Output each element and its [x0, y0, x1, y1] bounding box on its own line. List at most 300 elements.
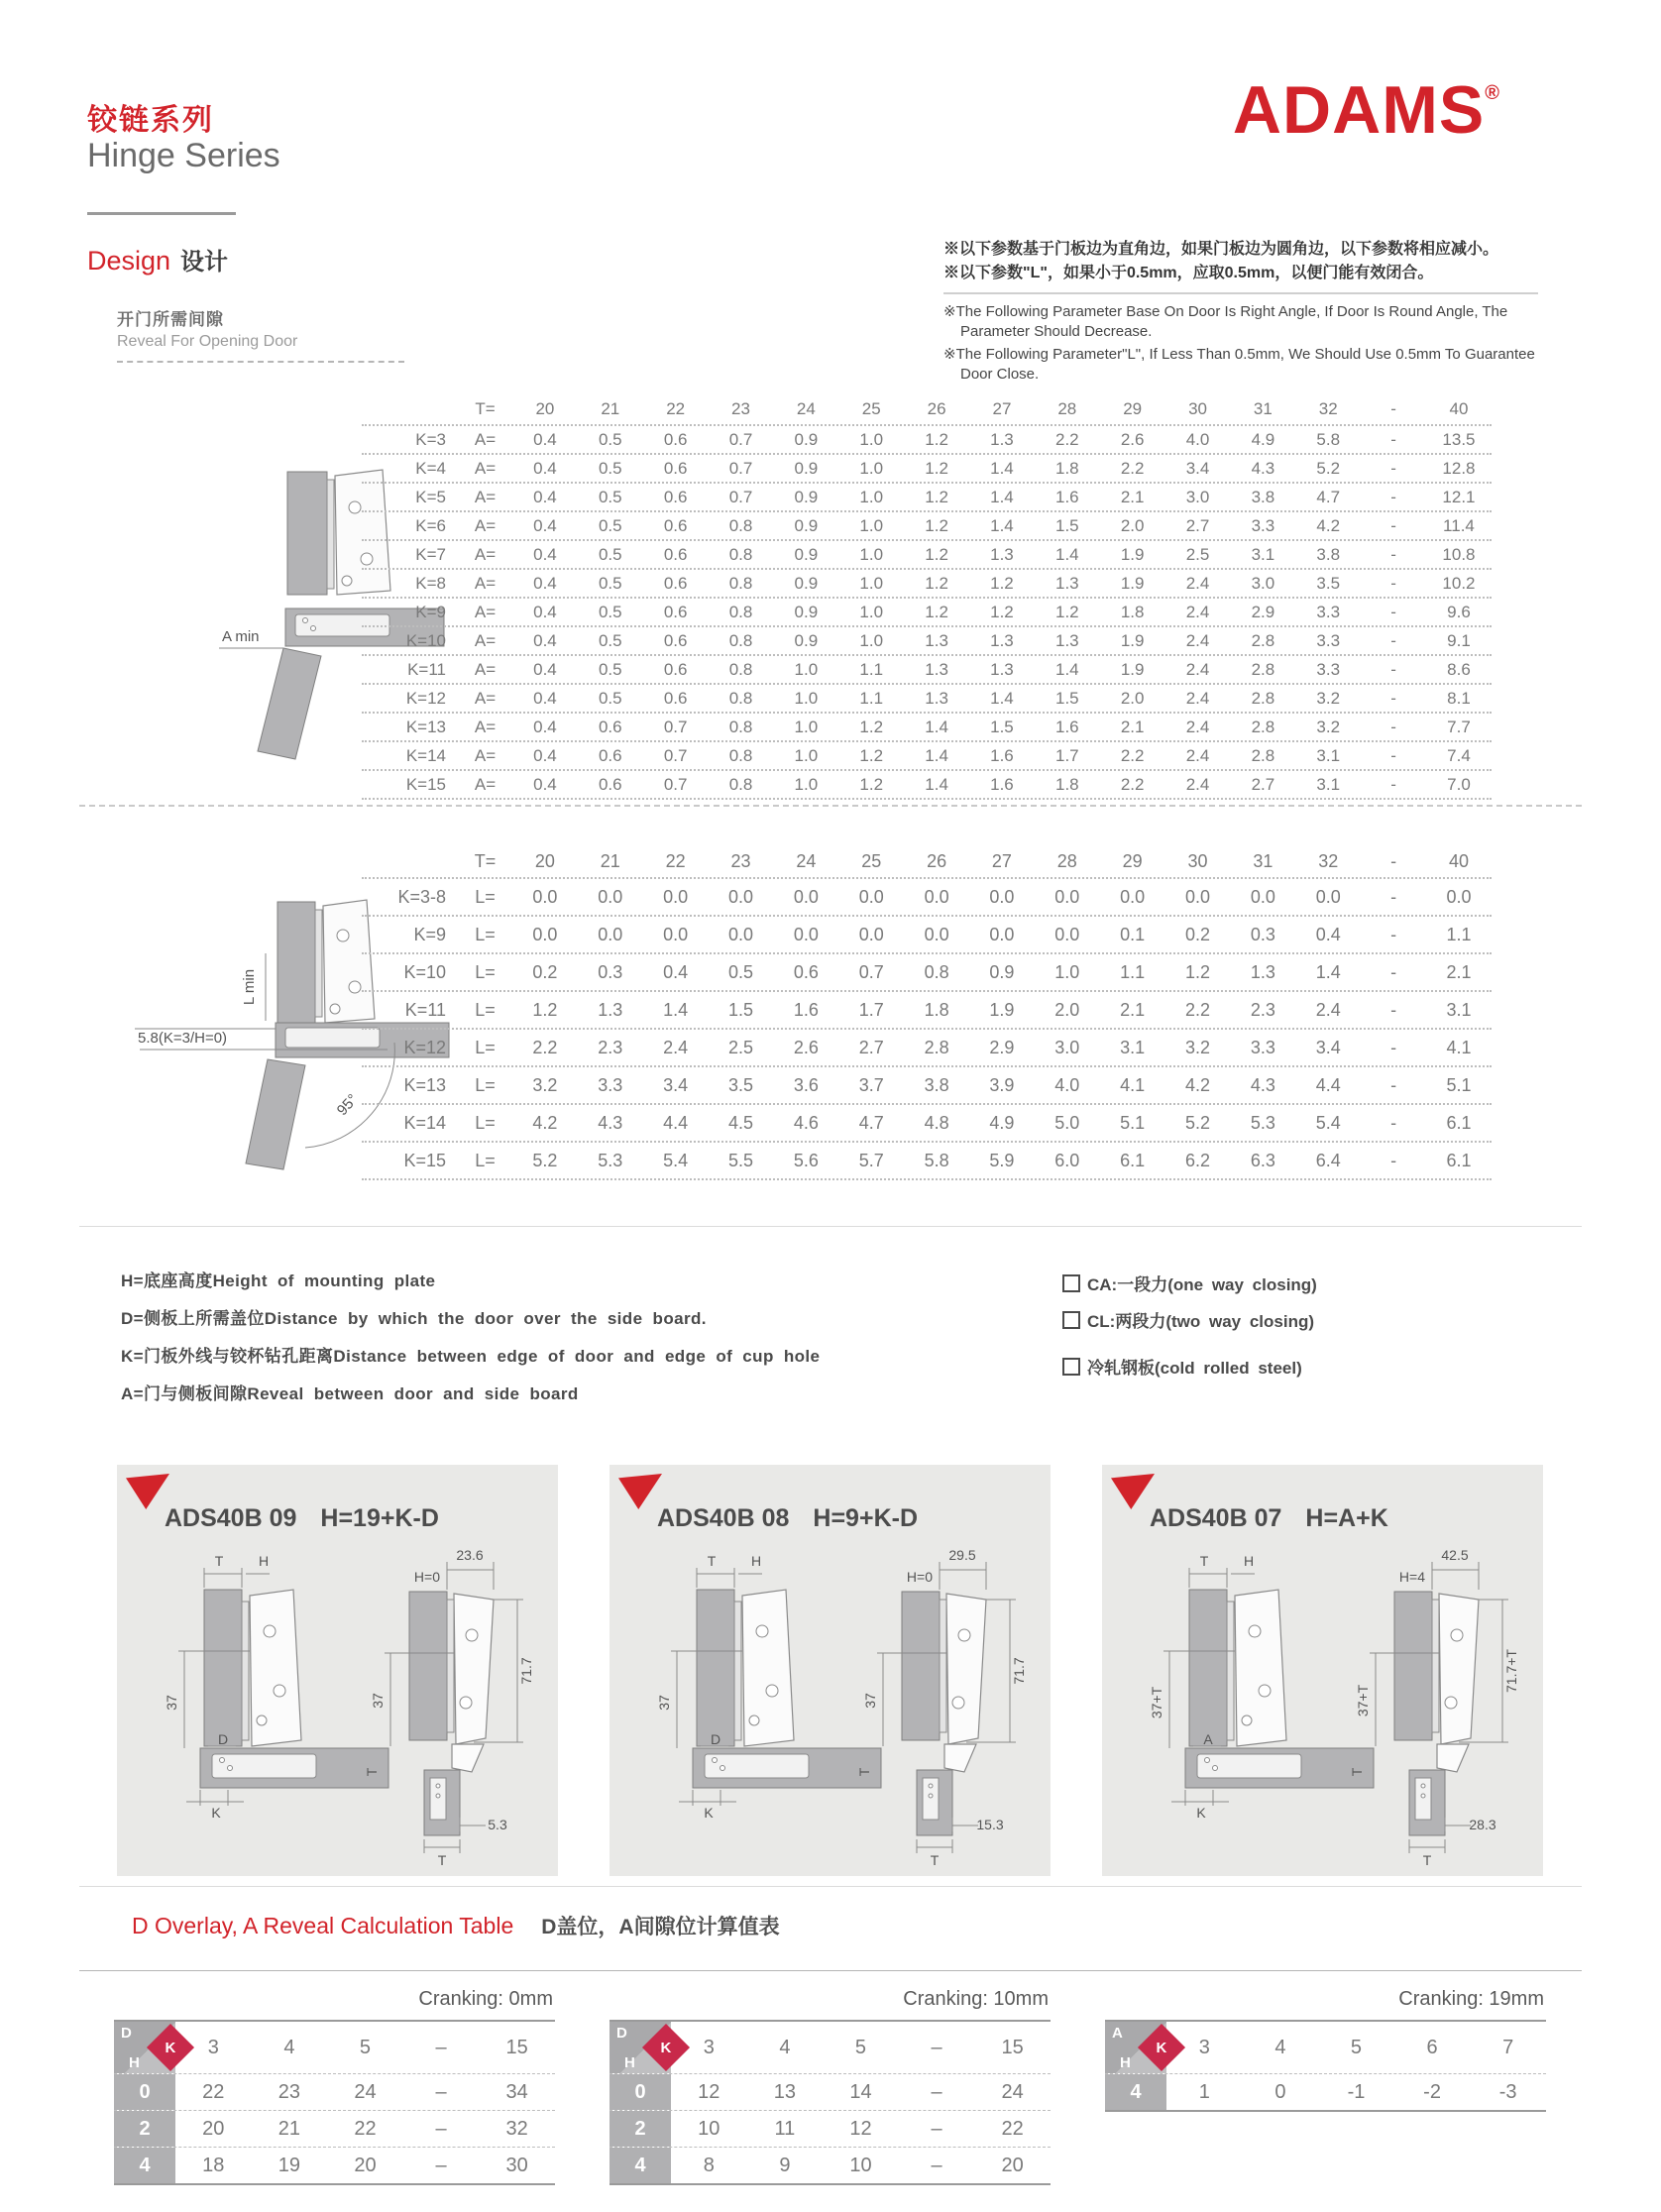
reveal-value: 0.7: [728, 458, 753, 478]
reveal-value: 1.9: [989, 999, 1015, 1020]
reveal-value: 1.2: [990, 573, 1014, 593]
reveal-value: 2.4: [1185, 602, 1210, 621]
thickness-column-header: 27: [991, 850, 1012, 871]
reveal-value: 4.8: [924, 1112, 949, 1133]
thickness-column-header: 26: [927, 850, 947, 871]
table-a-row: [362, 424, 1492, 453]
calc-section-title: [132, 1911, 780, 1940]
calc-value: 19: [277, 2154, 301, 2176]
calc-value: 22: [1001, 2117, 1024, 2140]
corner-cell: [1105, 2022, 1166, 2073]
dim-t: T: [707, 1553, 717, 1569]
reveal-value: 0.6: [598, 745, 622, 765]
reveal-value: 3.4: [1185, 458, 1210, 478]
reveal-value: 2.4: [1185, 745, 1210, 765]
param-label: A=: [474, 688, 497, 708]
param-label: A=: [474, 487, 497, 506]
param-label: A=: [474, 774, 497, 794]
reveal-value: -: [1390, 717, 1396, 736]
reveal-value: 0.4: [533, 487, 557, 506]
reveal-value: 2.6: [793, 1037, 819, 1057]
calc-value: 13: [773, 2080, 797, 2103]
corner-cell: [609, 2022, 671, 2073]
reveal-value: 1.0: [859, 602, 884, 621]
reveal-value: 2.4: [663, 1037, 689, 1057]
reveal-value: 6.3: [1250, 1150, 1275, 1170]
dim-k: K: [704, 1805, 714, 1821]
calc-value: –: [931, 2154, 942, 2176]
reveal-value: 1.4: [990, 487, 1014, 506]
calc-table-block: [609, 1988, 1051, 2185]
reveal-value: 4.2: [1316, 515, 1341, 535]
reveal-value: 0.5: [727, 961, 754, 982]
reveal-value: 0.9: [794, 429, 819, 449]
reveal-value: 1.6: [1054, 487, 1079, 506]
reveal-value: 0.0: [924, 886, 949, 907]
calc-table-row: [609, 2073, 1051, 2110]
reveal-value: 0.9: [794, 630, 819, 650]
calc-value: –: [435, 2154, 447, 2176]
calc-table-header: [1105, 2022, 1546, 2073]
reveal-value: 1.0: [1054, 961, 1080, 982]
reveal-value: -: [1390, 630, 1396, 650]
reveal-value: 3.0: [1054, 1037, 1080, 1057]
calc-value: –: [435, 2080, 447, 2103]
reveal-value: 0.6: [663, 573, 688, 593]
reveal-value: 0.4: [533, 602, 557, 621]
reveal-value: 1.5: [1054, 515, 1079, 535]
calc-title-zh: D盖位，A间隙位计算值表: [541, 1916, 780, 1938]
param-label: A=: [474, 659, 497, 679]
reveal-value: 0.0: [858, 886, 884, 907]
dim-open-top: 23.6: [456, 1547, 484, 1563]
reveal-value: 8.6: [1447, 659, 1471, 679]
thickness-column-header: 21: [600, 850, 620, 871]
reveal-value: 5.2: [1316, 458, 1341, 478]
reveal-value: 3.1: [1120, 1037, 1146, 1057]
thickness-column-header: 25: [861, 850, 882, 871]
param-label: L=: [475, 886, 496, 907]
product-panels: [117, 1465, 1544, 1876]
h-row-label: 2: [609, 2111, 671, 2147]
reveal-value: 5.6: [793, 1150, 819, 1170]
reveal-value: 0.6: [598, 717, 622, 736]
reveal-value: 0.8: [728, 573, 753, 593]
reveal-value: 1.4: [925, 774, 948, 794]
reveal-value: -: [1390, 961, 1397, 982]
notes-block: [943, 238, 1538, 387]
reveal-value: 3.2: [1185, 1037, 1211, 1057]
hinge-body: [454, 1594, 494, 1744]
reveal-value: 2.8: [1251, 688, 1275, 708]
table-l-row: [362, 915, 1492, 952]
reveal-value: 0.0: [727, 924, 754, 944]
note-zh-2: ※以下参数"L"，如果小于0.5mm，应取0.5mm，以便门能有效闭合。: [943, 265, 1434, 281]
reveal-value: 0.6: [663, 630, 688, 650]
reveal-value: 0.0: [663, 924, 689, 944]
table-a-row: [362, 625, 1492, 654]
dim-t-open: T: [437, 1852, 447, 1868]
table-a-row: [362, 482, 1492, 510]
calc-value: 8: [703, 2154, 715, 2176]
calc-title-en: D Overlay, A Reveal Calculation Table: [132, 1913, 514, 1938]
reveal-heading-zh: 开门所需间隙: [117, 310, 224, 329]
calc-value: 10: [698, 2117, 720, 2140]
hinge-body: [1439, 1594, 1479, 1744]
reveal-table-l: [362, 845, 1492, 1180]
reveal-value: 3.7: [858, 1074, 884, 1095]
thickness-column-header: 31: [1253, 399, 1273, 418]
reveal-value: 2.1: [1446, 961, 1472, 982]
param-label: L=: [475, 1074, 496, 1095]
reveal-value: 0.0: [1250, 886, 1275, 907]
calc-table: [609, 2020, 1051, 2185]
dim-open-top: 42.5: [1441, 1547, 1469, 1563]
cranking-caption: Cranking: 19mm: [1398, 1988, 1544, 2010]
param-label: A=: [474, 458, 497, 478]
thickness-column-header: 23: [731, 399, 750, 418]
calc-value: -2: [1423, 2080, 1441, 2103]
table-a-row: [362, 683, 1492, 712]
reveal-value: 0.3: [598, 961, 623, 982]
k-row-label: K=13: [405, 717, 446, 736]
side-board: [287, 472, 327, 595]
k-row-label: K=14: [405, 745, 446, 765]
k-diamond-icon: K: [642, 2024, 690, 2071]
thickness-column-header: 27: [992, 399, 1012, 418]
reveal-value: 1.9: [1120, 659, 1145, 679]
reveal-value: 0.4: [533, 573, 557, 593]
door-board: [697, 1590, 734, 1746]
dim-a-min: A min: [222, 628, 260, 645]
reveal-value: 0.6: [663, 515, 688, 535]
reveal-value: 4.5: [727, 1112, 754, 1133]
reveal-value: 1.3: [990, 630, 1014, 650]
reveal-value: 1.2: [925, 544, 948, 564]
reveal-value: 0.7: [663, 745, 688, 765]
reveal-value: 1.5: [1054, 688, 1079, 708]
page-title-zh: 铰链系列: [87, 104, 214, 137]
reveal-value: 0.0: [1054, 924, 1080, 944]
reveal-value: 2.2: [1054, 429, 1079, 449]
table-l-row: [362, 1103, 1492, 1141]
reveal-value: 4.3: [598, 1112, 623, 1133]
table-a-row: [362, 597, 1492, 625]
thickness-column-header: 25: [861, 399, 881, 418]
table-a-row: [362, 510, 1492, 539]
reveal-value: 1.4: [990, 458, 1014, 478]
reveal-value: 2.7: [1251, 774, 1275, 794]
panel-title: [165, 1504, 439, 1533]
reveal-value: 0.4: [533, 745, 557, 765]
reveal-value: 0.0: [924, 924, 949, 944]
reveal-value: 1.2: [925, 515, 948, 535]
dim-t-open: T: [1422, 1852, 1432, 1868]
param-label: L=: [475, 999, 496, 1020]
reveal-value: 0.4: [533, 429, 557, 449]
reveal-value: 5.8: [1316, 429, 1341, 449]
calc-table-row: [114, 2147, 555, 2183]
reveal-value: 0.8: [924, 961, 949, 982]
reveal-value: -: [1390, 688, 1396, 708]
reveal-value: 0.8: [728, 630, 753, 650]
reveal-value: 1.9: [1120, 544, 1145, 564]
reveal-value: 0.6: [793, 961, 819, 982]
legend-options: [1062, 1271, 1317, 1390]
reveal-value: 1.3: [925, 659, 948, 679]
calc-table-header: [609, 2022, 1051, 2073]
calc-table-row: [114, 2073, 555, 2110]
reveal-value: 7.0: [1447, 774, 1471, 794]
note-en-2: ※The Following Parameter"L", If Less Than 0.5mm, We Should Use 0.5mm To Guarantee Door Close.: [943, 345, 1535, 383]
reveal-value: 0.7: [728, 487, 753, 506]
k-column-header: 3: [703, 2036, 715, 2058]
note-en-1: ※The Following Parameter Base On Door Is Right Angle, If Door Is Round Angle, The Parameter Should Decrease.: [943, 303, 1508, 341]
dim-open-bottom: 15.3: [976, 1817, 1004, 1832]
reveal-value: 6.1: [1446, 1150, 1472, 1170]
reveal-value: 1.3: [990, 429, 1014, 449]
product-panel: [117, 1465, 558, 1876]
k-row-label: K=5: [415, 487, 446, 506]
dim-71: 71.7+T: [1503, 1649, 1519, 1693]
reveal-value: 0.5: [598, 688, 622, 708]
param-label: L=: [475, 1150, 496, 1170]
reveal-value: 1.7: [858, 999, 884, 1020]
dim-71: 71.7: [518, 1657, 534, 1685]
k-row-label: K=3: [415, 429, 446, 449]
reveal-value: 2.1: [1120, 717, 1145, 736]
reveal-value: 2.6: [1120, 429, 1145, 449]
reveal-value: 2.5: [1185, 544, 1210, 564]
reveal-value: 3.5: [727, 1074, 754, 1095]
calc-table-header: [114, 2022, 555, 2073]
thickness-column-header: -: [1390, 850, 1397, 871]
hinge-diagram: [1110, 1544, 1536, 1871]
reveal-value: 1.2: [1054, 602, 1079, 621]
reveal-value: 0.2: [532, 961, 558, 982]
reveal-value: 5.7: [858, 1150, 884, 1170]
thickness-column-header: 32: [1318, 850, 1339, 871]
reveal-value: 1.9: [1120, 573, 1145, 593]
k-row-label: K=12: [403, 1037, 446, 1057]
reveal-value: 0.6: [663, 659, 688, 679]
h-row-label: 4: [609, 2148, 671, 2183]
k-row-label: K=9: [413, 924, 446, 944]
reveal-value: 0.6: [663, 487, 688, 506]
corner-top-label: A: [1112, 2025, 1123, 2042]
reveal-value: 0.0: [989, 924, 1015, 944]
calc-table-block: [114, 1988, 555, 2185]
hinge-diagram: [617, 1544, 1044, 1871]
dim-37-open: 37: [370, 1693, 386, 1709]
corner-bottom-label: H: [1120, 2054, 1131, 2071]
reveal-value: 0.0: [532, 886, 558, 907]
reveal-value: 1.4: [925, 745, 948, 765]
model-code: ADS40B 07: [1150, 1504, 1282, 1532]
k-diamond-icon: K: [1138, 2024, 1185, 2071]
reveal-value: 2.2: [1120, 774, 1145, 794]
registered-mark-icon: ®: [1485, 82, 1500, 104]
reveal-value: 0.0: [989, 886, 1015, 907]
reveal-value: 2.0: [1120, 688, 1145, 708]
dim-h: H: [1243, 1553, 1255, 1569]
k-column-header: 5: [1350, 2036, 1363, 2058]
reveal-value: 1.3: [990, 659, 1014, 679]
reveal-value: 1.4: [1054, 659, 1079, 679]
reveal-value: 1.3: [1250, 961, 1275, 982]
reveal-value: 1.0: [859, 515, 884, 535]
reveal-value: 1.2: [532, 999, 558, 1020]
calc-table-row: [609, 2147, 1051, 2183]
table-l-row: [362, 990, 1492, 1028]
thickness-column-header: 29: [1122, 850, 1143, 871]
reveal-value: 0.0: [598, 924, 623, 944]
reveal-value: 11.4: [1443, 515, 1475, 535]
reveal-value: 0.8: [728, 544, 753, 564]
k-column-header: 5: [854, 2036, 867, 2058]
reveal-value: 0.9: [794, 573, 819, 593]
option-ca: CA:一段力(one way closing): [1062, 1271, 1317, 1295]
reveal-section-heading: [117, 305, 404, 363]
reveal-value: 0.5: [598, 429, 622, 449]
reveal-value: 1.2: [925, 429, 948, 449]
table-l-row: [362, 1028, 1492, 1065]
reveal-value: 0.6: [663, 544, 688, 564]
k-row-label: K=7: [415, 544, 446, 564]
table-l-row: [362, 877, 1492, 915]
dim-open-bottom: 5.3: [488, 1817, 507, 1832]
panel-title: [1150, 1504, 1388, 1533]
reveal-value: 0.8: [728, 717, 753, 736]
reveal-value: 1.0: [794, 774, 819, 794]
reveal-value: 0.0: [793, 886, 819, 907]
reveal-value: 9.1: [1447, 630, 1471, 650]
reveal-value: 3.8: [1316, 544, 1341, 564]
k-row-label: K=15: [403, 1150, 446, 1170]
calc-value: 22: [202, 2080, 225, 2103]
reveal-value: 5.4: [1315, 1112, 1341, 1133]
reveal-value: 0.5: [598, 602, 622, 621]
reveal-value: 0.3: [1250, 924, 1275, 944]
dim-angle: 95°: [333, 1090, 362, 1120]
dim-t2: T: [856, 1767, 872, 1777]
checkbox-icon: [1062, 1311, 1080, 1329]
dim-h: H: [258, 1553, 270, 1569]
side-board: [277, 902, 315, 1023]
reveal-value: 5.9: [989, 1150, 1015, 1170]
k-row-label: K=12: [405, 688, 446, 708]
reveal-value: 5.0: [1054, 1112, 1080, 1133]
thickness-column-header: 30: [1188, 399, 1207, 418]
reveal-value: 3.2: [532, 1074, 558, 1095]
reveal-value: 1.2: [925, 487, 948, 506]
reveal-value: 0.4: [533, 458, 557, 478]
reveal-value: 1.2: [859, 774, 884, 794]
k-diamond-icon: K: [147, 2024, 194, 2071]
k-row-label: K=10: [403, 961, 446, 982]
reveal-value: 0.5: [598, 659, 622, 679]
reveal-value: 0.4: [533, 774, 557, 794]
reveal-value: 1.0: [794, 745, 819, 765]
thickness-column-header: 21: [601, 399, 620, 418]
t-equals-label: T=: [474, 850, 497, 871]
calc-value: 30: [505, 2154, 528, 2176]
reveal-value: 1.8: [1054, 774, 1079, 794]
k-row-label: K=14: [403, 1112, 446, 1133]
corner-flag-icon: [126, 1474, 169, 1509]
table-a-row: [362, 769, 1492, 798]
reveal-value: -: [1390, 1150, 1397, 1170]
reveal-value: 4.3: [1250, 1074, 1275, 1095]
k-column-header: 5: [359, 2036, 372, 2058]
thickness-column-header: 30: [1187, 850, 1208, 871]
dim-37: 37: [164, 1695, 179, 1711]
reveal-value: 2.5: [727, 1037, 754, 1057]
reveal-value: 1.7: [1054, 745, 1079, 765]
dim-37-open: 37: [862, 1693, 878, 1709]
reveal-value: 0.5: [598, 458, 622, 478]
reveal-value: 1.4: [990, 688, 1014, 708]
reveal-value: 1.1: [1446, 924, 1472, 944]
reveal-value: 2.9: [1251, 602, 1275, 621]
reveal-value: 1.1: [1120, 961, 1146, 982]
page-title-en: Hinge Series: [87, 137, 280, 174]
reveal-value: 5.3: [598, 1150, 623, 1170]
reveal-value: 0.8: [728, 515, 753, 535]
param-label: A=: [474, 745, 497, 765]
calc-value: –: [931, 2117, 942, 2140]
reveal-value: 0.0: [663, 886, 689, 907]
option-steel: 冷轧钢板(cold rolled steel): [1062, 1354, 1317, 1379]
calc-value: –: [931, 2080, 942, 2103]
reveal-value: -: [1390, 573, 1396, 593]
calc-value: 20: [1001, 2154, 1024, 2176]
reveal-value: 0.6: [663, 688, 688, 708]
open-door: [258, 648, 321, 759]
thickness-column-header: 26: [927, 399, 946, 418]
reveal-value: 1.6: [990, 745, 1014, 765]
reveal-value: 0.0: [1446, 886, 1472, 907]
reveal-value: 0.5: [598, 630, 622, 650]
reveal-value: 12.8: [1442, 458, 1476, 478]
reveal-value: 0.4: [533, 544, 557, 564]
thickness-column-header: 24: [796, 399, 816, 418]
table-a-row: [362, 654, 1492, 683]
panel-title: [657, 1504, 918, 1533]
calc-value: 20: [354, 2154, 377, 2176]
reveal-value: 0.5: [598, 487, 622, 506]
dim-71: 71.7: [1011, 1657, 1027, 1685]
reveal-value: 2.1: [1120, 999, 1146, 1020]
reveal-value: -: [1390, 1074, 1397, 1095]
reveal-value: 1.4: [663, 999, 689, 1020]
reveal-value: 2.8: [924, 1037, 949, 1057]
reveal-value: 5.2: [532, 1150, 558, 1170]
reveal-table-a: [362, 394, 1492, 800]
reveal-value: 1.2: [859, 745, 884, 765]
dim-open-bottom: 28.3: [1469, 1817, 1496, 1832]
reveal-value: 2.4: [1185, 774, 1210, 794]
dim-t: T: [1199, 1553, 1209, 1569]
brand-logo: [1233, 71, 1500, 149]
thickness-column-header: 24: [796, 850, 817, 871]
reveal-value: 0.4: [663, 961, 689, 982]
calc-value: 24: [354, 2080, 377, 2103]
h-row-label: 0: [609, 2074, 671, 2110]
reveal-value: 2.0: [1054, 999, 1080, 1020]
thickness-column-header: -: [1390, 399, 1396, 418]
reveal-value: 4.0: [1185, 429, 1210, 449]
